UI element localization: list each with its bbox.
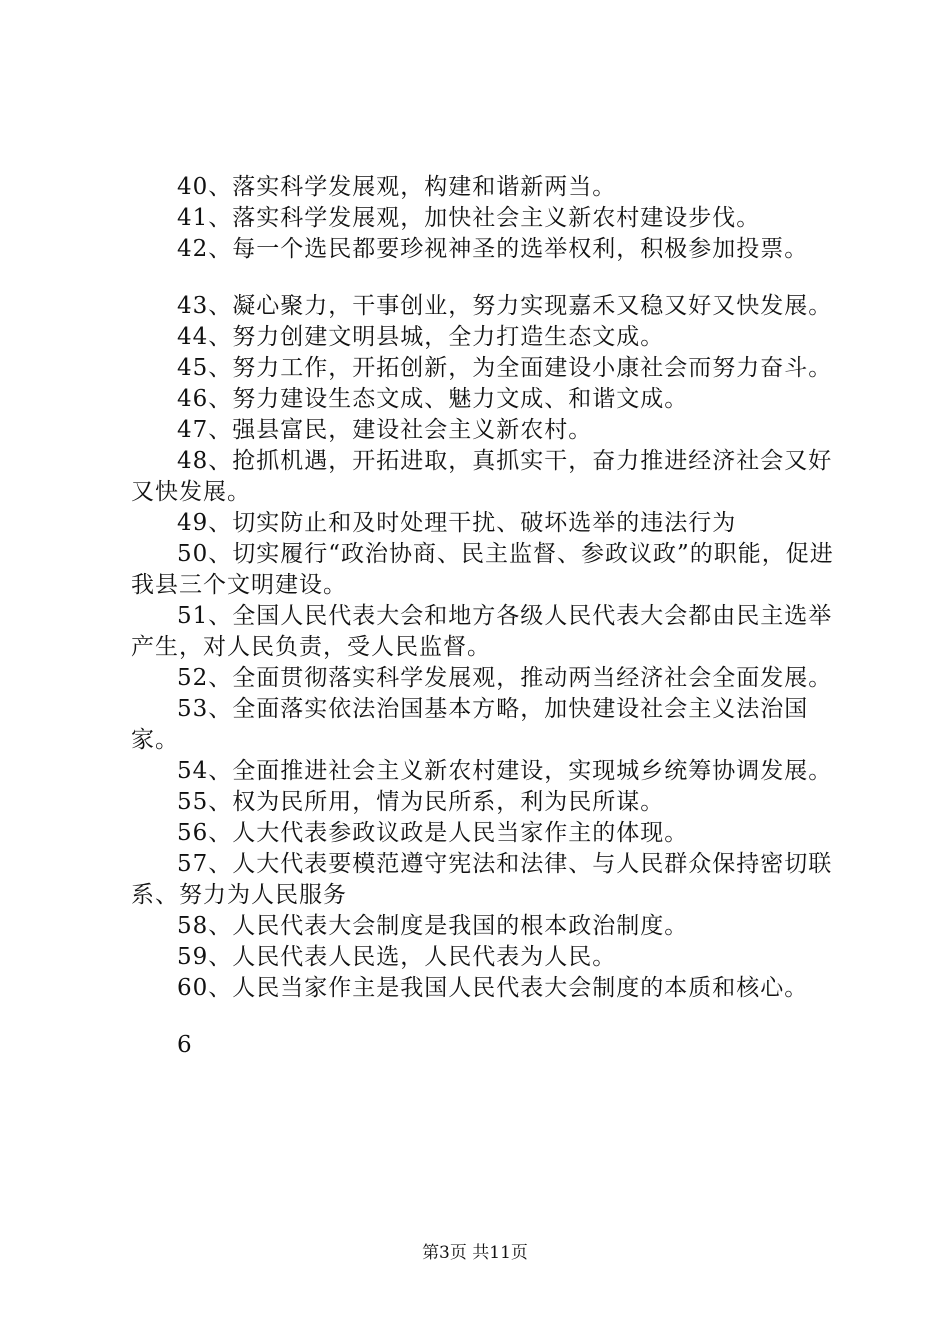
list-item: 43、凝心聚力，干事创业，努力实现嘉禾又稳又好又快发展。: [177, 293, 833, 319]
list-item: 54、全面推进社会主义新农村建设，实现城乡统筹协调发展。: [177, 758, 833, 784]
list-item: 60、人民当家作主是我国人民代表大会制度的本质和核心。: [177, 975, 809, 1001]
list-item: 46、努力建设生态文成、魅力文成、和谐文成。: [177, 386, 689, 412]
trailing-text: 6: [177, 1032, 192, 1058]
list-item: 49、切实防止和及时处理干扰、破坏选举的违法行为: [177, 510, 737, 536]
list-item: 41、落实科学发展观，加快社会主义新农村建设步伐。: [177, 205, 761, 231]
list-item: 45、努力工作，开拓创新，为全面建设小康社会而努力奋斗。: [177, 355, 833, 381]
list-item: 57、人大代表要模范遵守宪法和法律、与人民群众保持密切联系、努力为人民服务: [131, 851, 833, 908]
list-item: 56、人大代表参政议政是人民当家作主的体现。: [177, 820, 689, 846]
list-item: 47、强县富民，建设社会主义新农村。: [177, 417, 593, 443]
list-item: 50、切实履行“政治协商、民主监督、参政议政”的职能，促进我县三个文明建设。: [131, 541, 834, 598]
document-body: [131, 172, 843, 1061]
list-item: 55、权为民所用，情为民所系，利为民所谋。: [177, 789, 665, 815]
list-item: 52、全面贯彻落实科学发展观，推动两当经济社会全面发展。: [177, 665, 833, 691]
list-item: 40、落实科学发展观，构建和谐新两当。: [177, 174, 617, 200]
list-item: 42、每一个选民都要珍视神圣的选举权利，积极参加投票。: [177, 236, 809, 262]
list-item: 59、人民代表人民选，人民代表为人民。: [177, 944, 617, 970]
list-item: 58、人民代表大会制度是我国的根本政治制度。: [177, 913, 689, 939]
page-footer: 第3页 共11页: [422, 1243, 528, 1263]
list-item: 51、全国人民代表大会和地方各级人民代表大会都由民主选举产生，对人民负责，受人民监督。: [131, 603, 833, 660]
list-item: 44、努力创建文明县城，全力打造生态文成。: [177, 324, 665, 350]
list-item: 53、全面落实依法治国基本方略，加快建设社会主义法治国家。: [131, 696, 809, 753]
list-item: 48、抢抓机遇，开拓进取，真抓实干，奋力推进经济社会又好又快发展。: [131, 448, 833, 505]
